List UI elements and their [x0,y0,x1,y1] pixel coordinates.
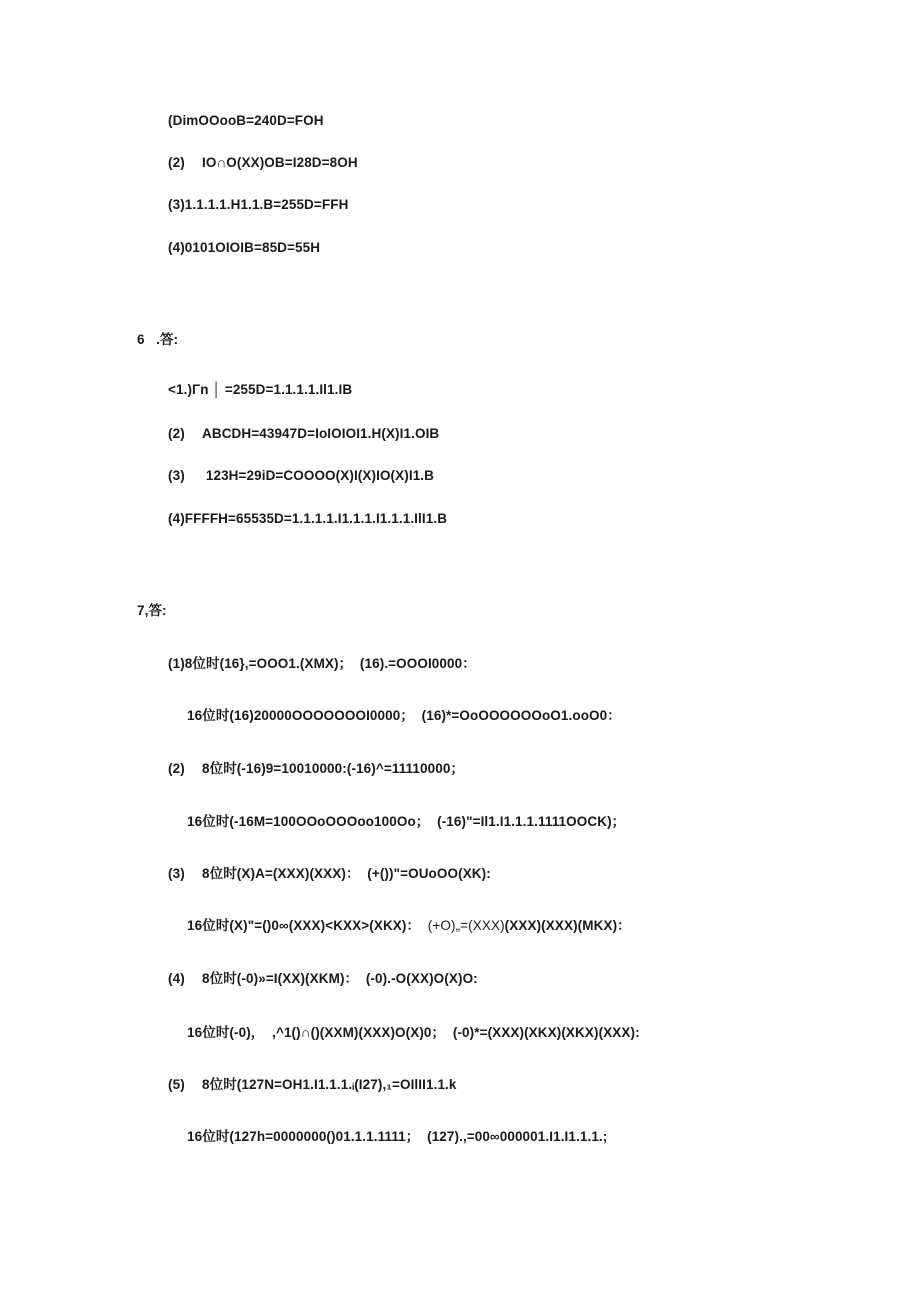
section7-heading: 7,答: [137,603,167,618]
section6-item-4 [168,510,447,528]
section6-item-2-text: ABCDH=43947D=IoIOIOI1.H(X)I1.OIB [202,426,440,441]
section7-line-9-text: 8位时(127N=OH1.I1.1.1.ᵢ(I27),₁=OIlII1.1.k [202,1077,457,1092]
section5-item-4-text: (4)0101OIOIB=85D=55H [168,240,321,255]
section5-item-2-text: IO∩O(XX)OB=I28D=8OH [202,155,358,170]
section7-line-3-num: (2) [168,761,185,776]
section7-line-8 [187,1024,640,1042]
section7-line-5 [168,865,491,883]
section7-line-6 [187,917,631,935]
section7-line-3-text: 8位时(-16)9=10010000:(-16)^=11110000； [202,761,465,776]
section5-item-1-text: (DimOOooB=240D=FOH [168,113,324,128]
section7-line-2-text: 16位时(16)20000OOOOOOOI0000； (16)*=OoOOOOOOoO1.ooO0： [187,708,621,723]
section7-line-7-text: 8位时(-0)»=I(XX)(XKM)： (-0).-O(XX)O(X)O: [202,971,478,986]
section6-heading: 6 .答: [137,332,179,347]
section6-item-3-num: (3) [168,468,185,483]
section6-item-3 [168,467,434,485]
section7-line-10 [187,1128,607,1146]
section5-item-3-text: (3)1.1.1.1.H1.1.B=255D=FFH [168,197,349,212]
section5-item-4 [168,239,320,257]
section5-item-2-num: (2) [168,155,185,170]
section7-line-9 [168,1076,457,1094]
section7-line-3 [168,760,464,778]
section7-line-2 [187,707,621,725]
section7-line-7 [168,970,478,988]
section6-item-2-num: (2) [168,426,185,441]
section7-line-10-text: 16位时(127h=0000000()01.1.1.1111； (127).,=00∞000001.I1.I1.1.1.; [187,1129,608,1144]
section7-line-6-tail: (+O)„=(XXX) [420,918,505,933]
section7-line-1 [168,655,476,673]
section7-line-6-text: 16位时(X)"=()0∞(XXX)<KXX>(XKX)： [187,918,421,933]
section7-line-5-text: 8位时(X)A=(XXX)(XXX)： (+())"=OUoOO(XK): [202,866,491,881]
section7-line-4-text: 16位时(-16M=100OOoOOOoo100Oo； (-16)"=Il1.I1.1.1.1111OOCK)； [187,814,626,829]
section6-item-1-text: <1.)Γn │ =255D=1.1.1.1.Il1.IB [168,382,353,397]
section5-item-3 [168,196,348,214]
section6-item-2 [168,425,439,443]
section5-item-2 [168,154,358,172]
section6-item-4-text: (4)FFFFH=65535D=1.1.1.1.I1.1.1.I1.1.1.IlI1.B [168,511,448,526]
section7-line-1-text: (1)8位时(16},=OOO1.(XMX)； (16).=OOOI0000： [168,656,476,671]
section7-line-4 [187,813,625,831]
section7-line-5-num: (3) [168,866,185,881]
section6-item-1 [168,381,352,399]
section7-line-9-num: (5) [168,1077,185,1092]
section7-line-8-text: 16位时(-0)， ,^1()∩()(XXM)(XXX)O(X)0； (-0)*=(XXX)(XKX)(XKX)(XXX): [187,1025,640,1040]
section7-line-6-tail2: (XXX)(XXX)(MKX)： [504,918,631,933]
section5-item-1 [168,112,324,130]
section7-line-7-num: (4) [168,971,185,986]
section6-item-3-text: 123H=29iD=COOOO(X)I(X)IO(X)I1.B [202,468,435,483]
